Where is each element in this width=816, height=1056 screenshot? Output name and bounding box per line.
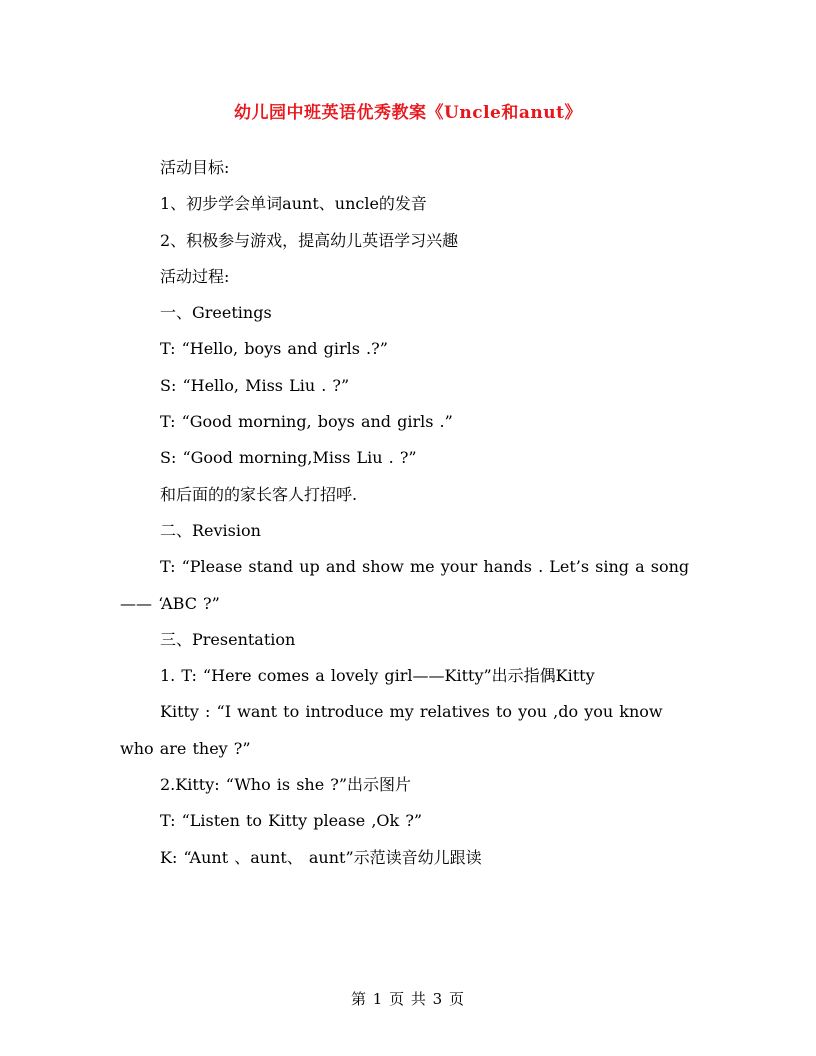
paragraph-section-presentation: 三、Presentation: [160, 629, 296, 649]
paragraph-dialogue-line: T: “Please stand up and show me your hands . Let’s sing a song—— ‘ABC ?”: [120, 557, 690, 613]
paragraph-section-greetings: 一、Greetings: [160, 303, 272, 323]
paragraph-dialogue-line: T: “Hello, boys and girls .?”: [160, 339, 388, 359]
paragraph-dialogue-line: S: “Hello, Miss Liu . ?”: [160, 375, 350, 395]
page-number-footer: 第 1 页 共 3 页: [351, 990, 465, 1008]
paragraph-goals-heading: 活动目标:: [160, 158, 230, 177]
paragraph-dialogue-line: Kitty : “I want to introduce my relatives to you ,do you know who are they ?”: [120, 702, 663, 758]
paragraph-dialogue-line: 1. T: “Here comes a lovely girl——Kitty”出示指偶Kitty: [160, 666, 595, 686]
paragraph-dialogue-line: S: “Good morning,Miss Liu . ?”: [160, 448, 417, 468]
paragraph-goal-2: 2、积极参与游戏，提高幼儿英语学习兴趣: [160, 230, 459, 250]
document-body: [120, 150, 696, 876]
paragraph-dialogue-line: T: “Good morning, boys and girls .”: [160, 412, 453, 432]
paragraph-dialogue-line: K: “Aunt 、aunt、 aunt”示范读音幼儿跟读: [160, 847, 482, 867]
paragraph-goal-1: 1、初步学会单词aunt、uncle的发音: [160, 194, 427, 214]
document-title: 幼儿园中班英语优秀教案《Uncle和anut》: [234, 103, 582, 123]
paragraph-dialogue-line: T: “Listen to Kitty please ,Ok ?”: [160, 811, 423, 831]
paragraph-dialogue-line: 2.Kitty: “Who is she ?”出示图片: [160, 775, 412, 795]
paragraph-section-revision: 二、Revision: [160, 520, 261, 540]
paragraph-process-heading: 活动过程:: [160, 266, 230, 286]
paragraph-greet-parents: 和后面的的家长客人打招呼.: [160, 484, 358, 504]
